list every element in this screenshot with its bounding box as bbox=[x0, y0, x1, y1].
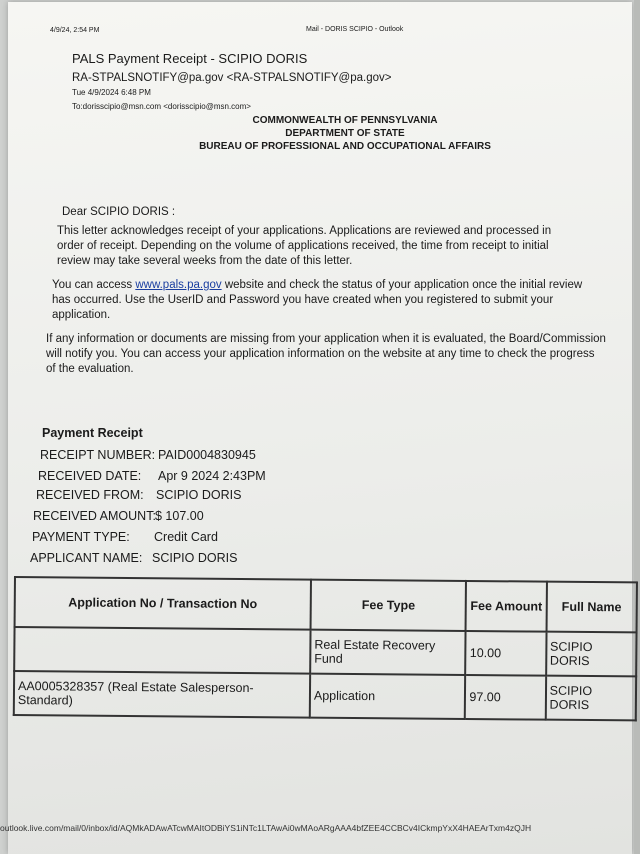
cell-fee-type: Real Estate Recovery Fund bbox=[310, 630, 466, 675]
cell-application-no: AA0005328357 (Real Estate Salesperson-Standard) bbox=[14, 671, 310, 718]
fees-table bbox=[13, 576, 638, 721]
cell-fee-amount: 10.00 bbox=[466, 631, 547, 676]
table-row bbox=[14, 627, 636, 676]
page-stack-edge bbox=[634, 0, 640, 854]
receipt-value: SCIPIO DORIS bbox=[156, 488, 242, 502]
page-url-footer: outlook.live.com/mail/0/inbox/id/AQMkADAwATcwMAItODBiYS1iNTc1LTAwAi0wMAoARgAAA4bfZEE4CCBCv4ICkmpYxX4HAEArTxm4zQJH bbox=[0, 823, 532, 833]
receipt-label: RECEIPT NUMBER: bbox=[40, 448, 156, 462]
receipt-label: RECEIVED FROM: bbox=[36, 488, 144, 502]
fees-table-header-row bbox=[15, 577, 637, 632]
org-line-department: DEPARTMENT OF STATE bbox=[285, 128, 405, 139]
email-subject: PALS Payment Receipt - SCIPIO DORIS bbox=[72, 51, 308, 66]
receipt-label: RECEIVED DATE: bbox=[38, 469, 142, 483]
print-date: 4/9/24, 2:54 PM bbox=[50, 27, 100, 34]
receipt-value: $ 107.00 bbox=[155, 509, 204, 523]
org-line-commonwealth: COMMONWEALTH OF PENNSYLVANIA bbox=[252, 115, 438, 126]
cell-full-name: SCIPIO DORIS bbox=[546, 632, 637, 677]
receipt-value: SCIPIO DORIS bbox=[152, 551, 238, 565]
letter-paragraph-3: If any information or documents are missing from your application when it is evaluated, the Board/Commission will notify you. You can access your application information on the website at any time to check the progress of the evaluation. bbox=[46, 333, 606, 375]
receipt-label: APPLICANT NAME: bbox=[30, 551, 143, 565]
letter-salutation: Dear SCIPIO DORIS : bbox=[62, 206, 176, 218]
col-header-fee-type: Fee Type bbox=[310, 580, 466, 631]
table-row bbox=[14, 671, 636, 720]
col-header-application-no: Application No / Transaction No bbox=[15, 577, 311, 630]
email-sent-date: Tue 4/9/2024 6:48 PM bbox=[72, 88, 151, 97]
pals-website-link[interactable]: www.pals.pa.gov bbox=[135, 279, 222, 291]
p2-text-after: website and check the status of your application once the initial review has occurred. Use the UserID and Password you have created when you registered to submit your application. bbox=[52, 279, 583, 321]
receipt-value: Credit Card bbox=[154, 530, 218, 544]
letter-paragraph-1: This letter acknowledges receipt of your applications. Applications are reviewed and processed in order of receipt. Depending on the volume of applications received, the time from receipt to initial review may take several weeks from the date of this letter. bbox=[57, 225, 552, 267]
email-from: RA-STPALSNOTIFY@pa.gov <RA-STPALSNOTIFY@pa.gov> bbox=[72, 72, 392, 84]
receipt-value: PAID0004830945 bbox=[158, 448, 256, 462]
org-line-bureau: BUREAU OF PROFESSIONAL AND OCCUPATIONAL AFFAIRS bbox=[199, 141, 491, 152]
col-header-full-name: Full Name bbox=[546, 582, 637, 633]
receipt-label: RECEIVED AMOUNT: bbox=[33, 509, 156, 523]
receipt-value: Apr 9 2024 2:43PM bbox=[158, 469, 266, 483]
receipt-label: PAYMENT TYPE: bbox=[32, 530, 130, 544]
p2-text-before: You can access bbox=[52, 279, 136, 291]
cell-full-name: SCIPIO DORIS bbox=[545, 676, 636, 721]
email-to: To:dorisscipio@msn.com <dorisscipio@msn.com> bbox=[72, 102, 251, 111]
col-header-fee-amount: Fee Amount bbox=[466, 581, 547, 632]
cell-application-no bbox=[14, 627, 310, 674]
cell-fee-amount: 97.00 bbox=[465, 675, 546, 720]
cell-fee-type: Application bbox=[310, 674, 466, 719]
print-window-title: Mail - DORIS SCIPIO - Outlook bbox=[306, 26, 404, 33]
letter-paragraph-2 bbox=[52, 278, 592, 323]
payment-receipt-title: Payment Receipt bbox=[42, 426, 143, 440]
